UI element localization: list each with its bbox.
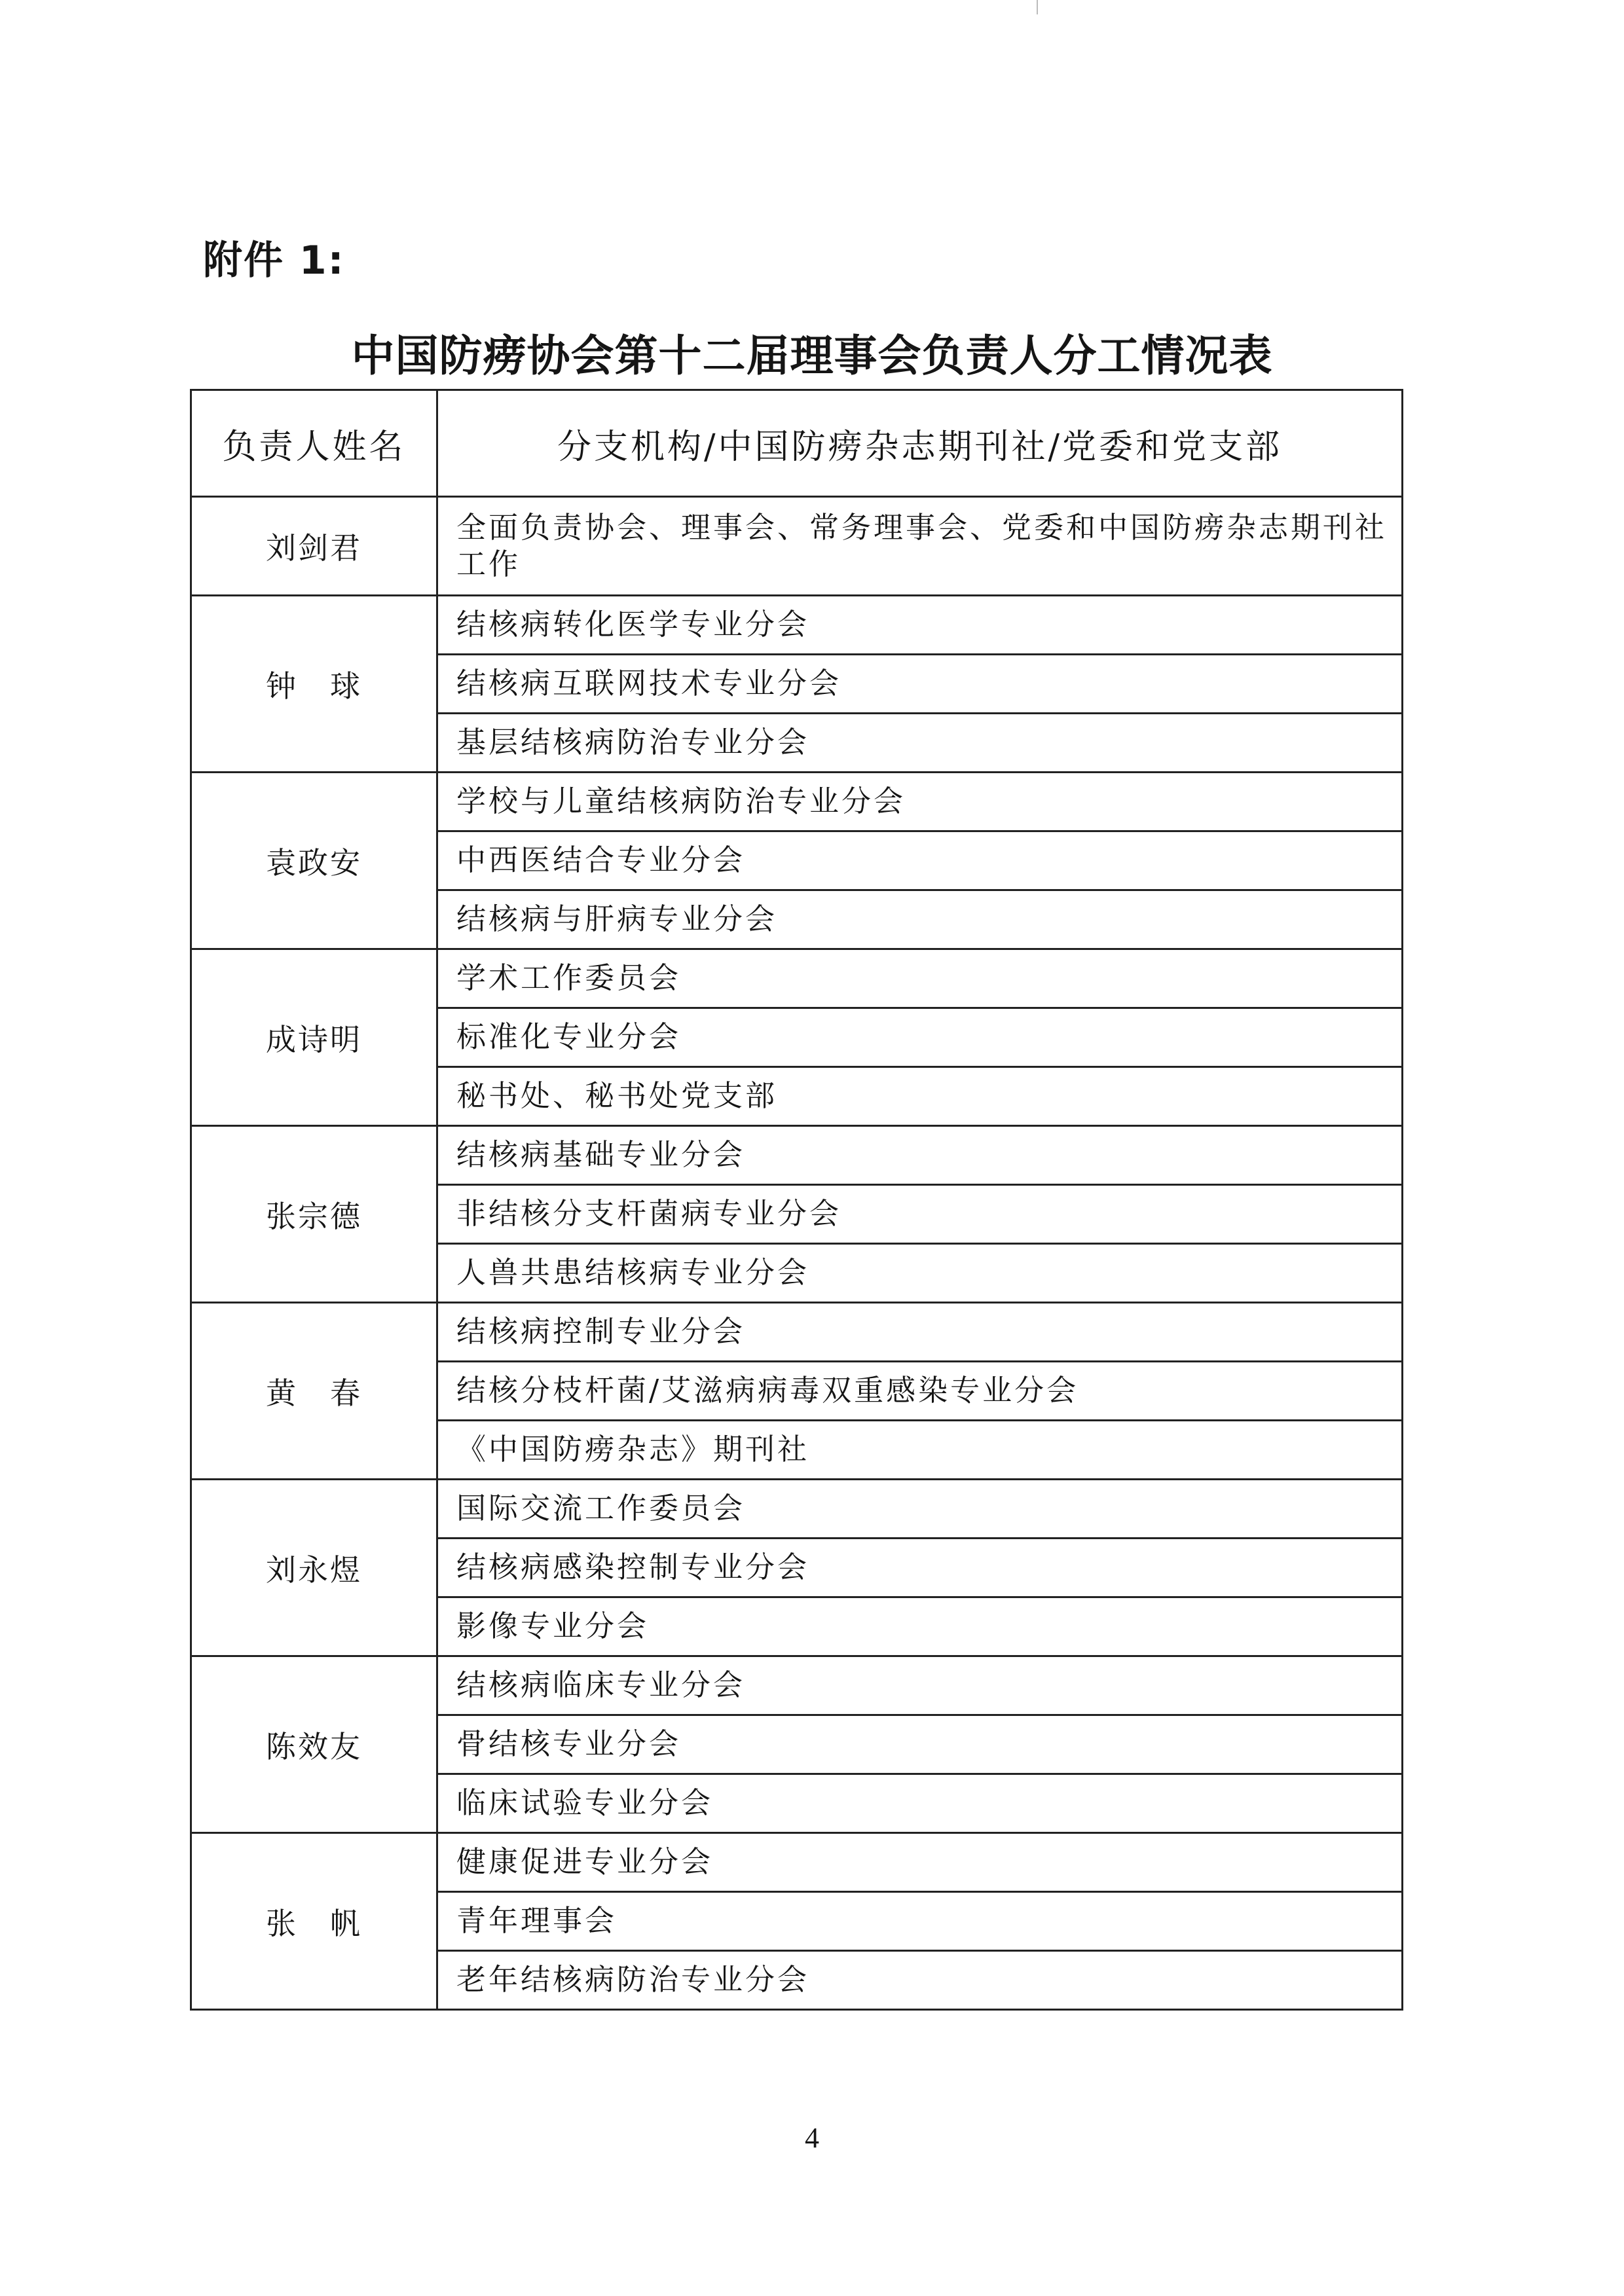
person-name: 袁政安 [191, 773, 437, 949]
header-units: 分支机构/中国防痨杂志期刊社/党委和党支部 [437, 390, 1403, 497]
table-header-row [191, 390, 1403, 497]
unit-cell: 结核病转化医学专业分会 [437, 596, 1403, 655]
table-row [191, 1303, 1403, 1362]
unit-cell: 结核分枝杆菌/艾滋病病毒双重感染专业分会 [437, 1362, 1403, 1421]
person-name: 黄 春 [191, 1303, 437, 1480]
person-name: 钟 球 [191, 596, 437, 773]
document-title: 中国防痨协会第十二届理事会负责人分工情况表 [351, 330, 1273, 381]
page-number: 4 [805, 2122, 819, 2154]
person-name: 刘剑君 [191, 497, 437, 596]
scan-mark [1037, 0, 1038, 14]
unit-cell: 结核病控制专业分会 [437, 1303, 1403, 1362]
table-row [191, 1126, 1403, 1185]
table-row [191, 773, 1403, 831]
table-row [191, 1480, 1403, 1539]
attachment-label: 附件 1: [203, 238, 345, 283]
unit-cell: 《中国防痨杂志》期刊社 [437, 1421, 1403, 1480]
unit-cell: 临床试验专业分会 [437, 1774, 1403, 1833]
unit-cell: 结核病基础专业分会 [437, 1126, 1403, 1185]
unit-cell: 结核病临床专业分会 [437, 1656, 1403, 1715]
table-row [191, 1656, 1403, 1715]
unit-cell: 影像专业分会 [437, 1597, 1403, 1656]
unit-cell: 结核病感染控制专业分会 [437, 1539, 1403, 1597]
person-name: 张 帆 [191, 1833, 437, 2010]
unit-cell: 老年结核病防治专业分会 [437, 1951, 1403, 2010]
unit-cell: 青年理事会 [437, 1892, 1403, 1951]
header-name: 负责人姓名 [191, 390, 437, 497]
unit-cell: 中西医结合专业分会 [437, 831, 1403, 890]
unit-cell: 标准化专业分会 [437, 1008, 1403, 1067]
unit-cell: 健康促进专业分会 [437, 1833, 1403, 1892]
table-row [191, 497, 1403, 596]
person-name: 张宗德 [191, 1126, 437, 1303]
unit-cell: 学术工作委员会 [437, 949, 1403, 1008]
unit-cell: 非结核分支杆菌病专业分会 [437, 1185, 1403, 1244]
unit-cell: 国际交流工作委员会 [437, 1480, 1403, 1539]
unit-cell: 全面负责协会、理事会、常务理事会、党委和中国防痨杂志期刊社工作 [437, 497, 1403, 596]
unit-cell: 结核病互联网技术专业分会 [437, 655, 1403, 714]
unit-cell: 骨结核专业分会 [437, 1715, 1403, 1774]
person-name: 陈效友 [191, 1656, 437, 1833]
person-name: 成诗明 [191, 949, 437, 1126]
unit-cell: 秘书处、秘书处党支部 [437, 1067, 1403, 1126]
table-row [191, 949, 1403, 1008]
unit-cell: 学校与儿童结核病防治专业分会 [437, 773, 1403, 831]
unit-cell: 结核病与肝病专业分会 [437, 890, 1403, 949]
responsibility-table [190, 389, 1403, 2011]
table-row [191, 1833, 1403, 1892]
unit-cell: 人兽共患结核病专业分会 [437, 1244, 1403, 1303]
person-name: 刘永煜 [191, 1480, 437, 1656]
unit-cell: 基层结核病防治专业分会 [437, 714, 1403, 773]
table-row [191, 596, 1403, 655]
